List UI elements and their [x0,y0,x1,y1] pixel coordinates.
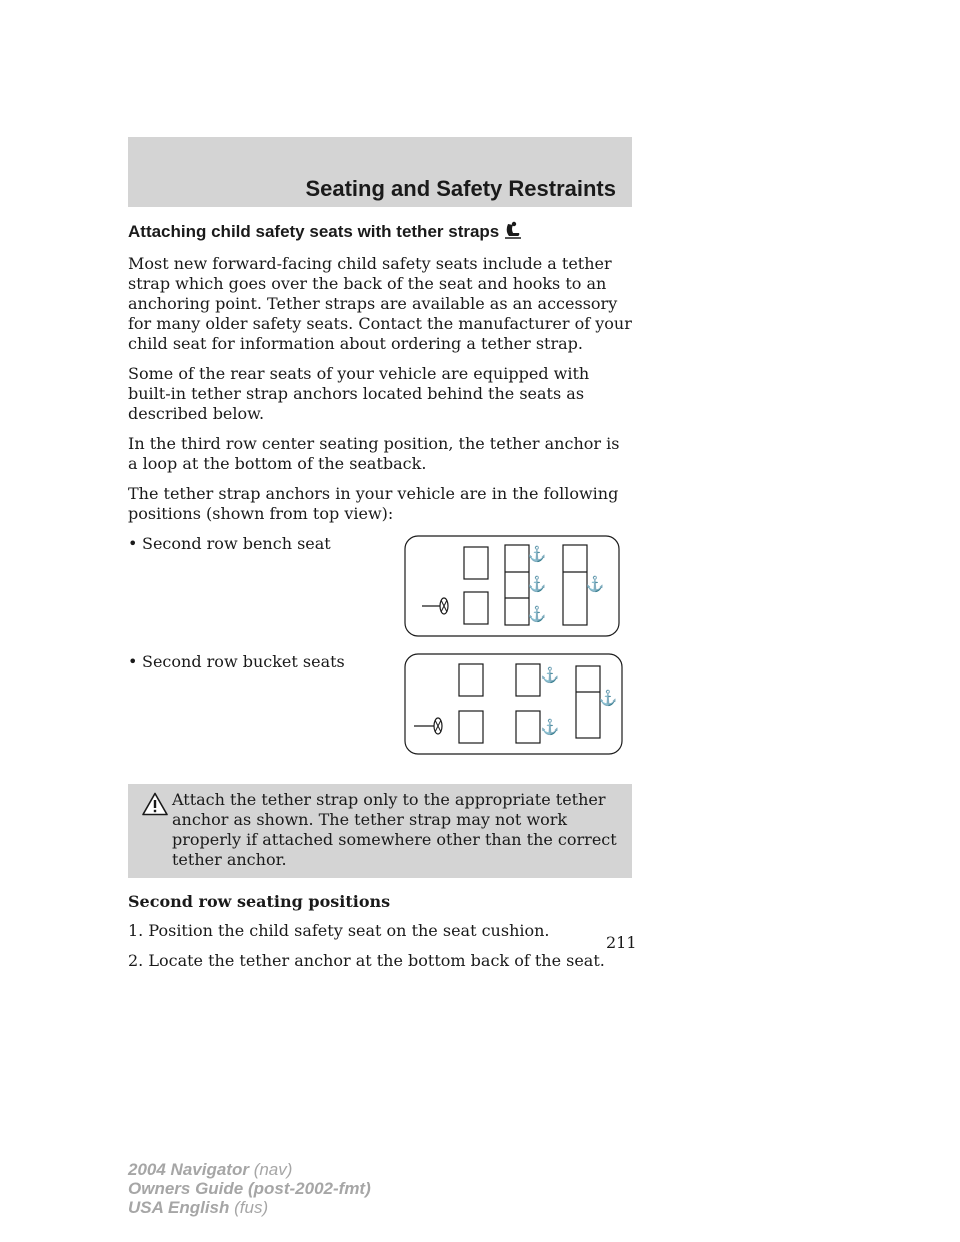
procedure-step-2: 2. Locate the tether anchor at the bottom back of the seat. [128,951,605,970]
footer-guide: Owners Guide (post-2002-fmt) [128,1179,371,1198]
bench-seat-bullet [128,534,632,652]
second-row-bench [505,545,529,625]
tether-anchor-icon: ⚓ [585,575,605,593]
section-title [128,220,632,242]
tether-anchor-icon: ⚓ [527,575,547,593]
page-content [128,220,632,981]
bullet-glyph: • [128,652,138,671]
section-title-text: Attaching child safety seats with tether straps [128,222,500,241]
procedure-step-1: 1. Position the child safety seat on the seat cushion. [128,921,550,940]
child-seat-icon [502,220,524,242]
footer-model-code: (nav) [253,1160,293,1179]
third-row-bench [563,545,587,625]
driver-seat [459,664,483,696]
intro-paragraph: Most new forward-facing child safety seats include a tether strap which goes over the back of the seat and hooks to an anchoring point. Tether straps are available as an accessory for many older safety seats. Contact the manufacturer of your child seat for information about ordering a tether strap. [128,254,632,353]
third-row-bench [576,666,600,738]
bench-seat-diagram [404,534,620,638]
vehicle-outline [405,654,622,754]
page-header-title: Seating and Safety Restraints [305,176,616,201]
warning-triangle-icon [142,792,168,816]
header-bar [128,137,632,207]
footer-language-code: (fus) [234,1198,269,1217]
bucket-seats-bullet [128,652,632,774]
anchor-paragraph: Some of the rear seats of your vehicle are equipped with built-in tether strap anchors located behind the seats as described below. [128,364,590,423]
positions-paragraph: The tether strap anchors in your vehicle are in the following positions (shown from top view): [128,484,619,523]
third-row-paragraph: In the third row center seating position, the tether anchor is a loop at the bottom of the seatback. [128,434,620,473]
page-number: 211 [606,933,637,952]
passenger-seat [459,711,483,743]
tether-anchor-icon: ⚓ [540,718,560,736]
driver-seat [464,547,488,579]
tether-anchor-icon: ⚓ [527,605,547,623]
document-footer [128,1160,371,1217]
bucket-seats-diagram [404,652,624,756]
passenger-seat [464,592,488,624]
tether-anchor-icon: ⚓ [540,666,560,684]
footer-model: 2004 Navigator [128,1160,249,1179]
tether-anchor-icon: ⚓ [527,545,547,563]
bucket-seats-label: Second row bucket seats [142,652,345,671]
bench-seat-label: Second row bench seat [142,534,331,553]
second-row-left-bucket [516,664,540,696]
warning-box [128,784,632,878]
bullet-glyph: • [128,534,138,553]
procedure-title: Second row seating positions [128,892,391,911]
footer-language: USA English [128,1198,230,1217]
tether-anchor-icon: ⚓ [598,689,618,707]
second-row-right-bucket [516,711,540,743]
warning-text: Attach the tether strap only to the appropriate tether anchor as shown. The tether strap may not work properly if attached somewhere other than the correct tether anchor. [172,790,617,869]
